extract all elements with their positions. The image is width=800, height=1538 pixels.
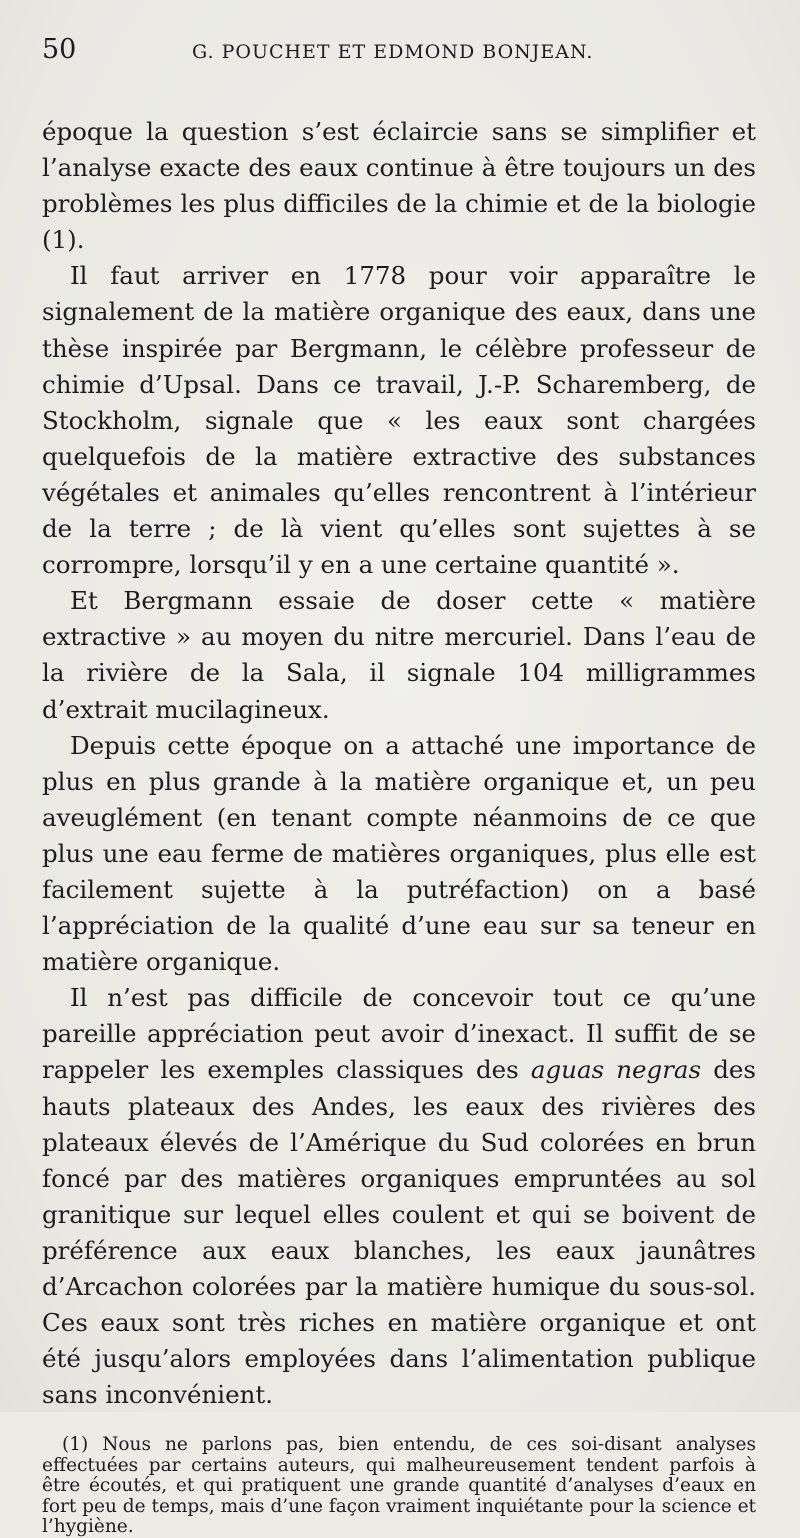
paragraph-2: Il faut arriver en 1778 pour voir apparaître le signalement de la matière organique des eaux, dans une thèse inspirée par Bergmann, le célèbre professeur de chimie d’Upsal. Dans ce travail, J.-P. Scharemberg, de Stockholm, signale que « les eaux sont chargées quelquefois de la matière extractive des substances végétales et animales qu’elles rencontrent à l’intérieur de la terre ; de là vient qu’elles sont sujettes à se corrompre, lorsqu’il y en a une certaine quantité ». [42, 261, 756, 580]
paragraph-1: époque la question s’est éclaircie sans se simplifier et l’analyse exacte des eaux continue à être toujours un des problèmes les plus difficiles de la chimie et de la biologie (1). [42, 117, 756, 255]
paragraph-3: Et Bergmann essaie de doser cette « matière extractive » au moyen du nitre mercuriel. Dans l’eau de la rivière de la Sala, il signale 104 milligrammes d’extrait mucilagineux. [42, 586, 756, 724]
running-title: G. POUCHET ET EDMOND BONJEAN. [192, 41, 594, 63]
page-number: 50 [42, 34, 77, 65]
running-head [42, 34, 756, 76]
paragraph-5-part-1: Il n’est pas difficile de concevoir tout ce qu’une pareille appréciation peut avoir d’inexact. Il suffit de se rappeler les exemples classiques des [42, 983, 756, 1085]
body-text [42, 114, 756, 1413]
footnote: (1) Nous ne parlons pas, bien entendu, de ces soi-disant analyses effectuées par certains auteurs, qui malheureusement tendent parfois à être écoutés, et qui pratiquent une grande quantité d’analyses d’eaux en fort peu de temps, mais d’une façon vraiment inquiétante pour la science et l’hygiène. [42, 1434, 756, 1538]
paragraph-5-part-2: des hauts plateaux des Andes, les eaux des rivières des plateaux élevés de l’Amérique du Sud colorées en brun foncé par des matières organiques empruntées au sol granitique sur lequel elles coulent et qui se boivent de préférence aux eaux blanches, les eaux jaunâtres d’Arcachon colorées par la matière humique du sous-sol. Ces eaux sont très riches en matière organique et ont été jusqu’alors employées dans l’alimentation publique sans inconvénient. [42, 1055, 756, 1410]
paragraph-4: Depuis cette époque on a attaché une importance de plus en plus grande à la matière organique et, un peu aveuglément (en tenant compte néanmoins de ce que plus une eau ferme de matières organiques, plus elle est facilement sujette à la putréfaction) on a basé l’appréciation de la qualité d’une eau sur sa teneur en matière organique. [42, 730, 756, 977]
aguas-negras-italic: aguas negras [530, 1055, 702, 1085]
paragraph-5 [42, 980, 756, 1413]
